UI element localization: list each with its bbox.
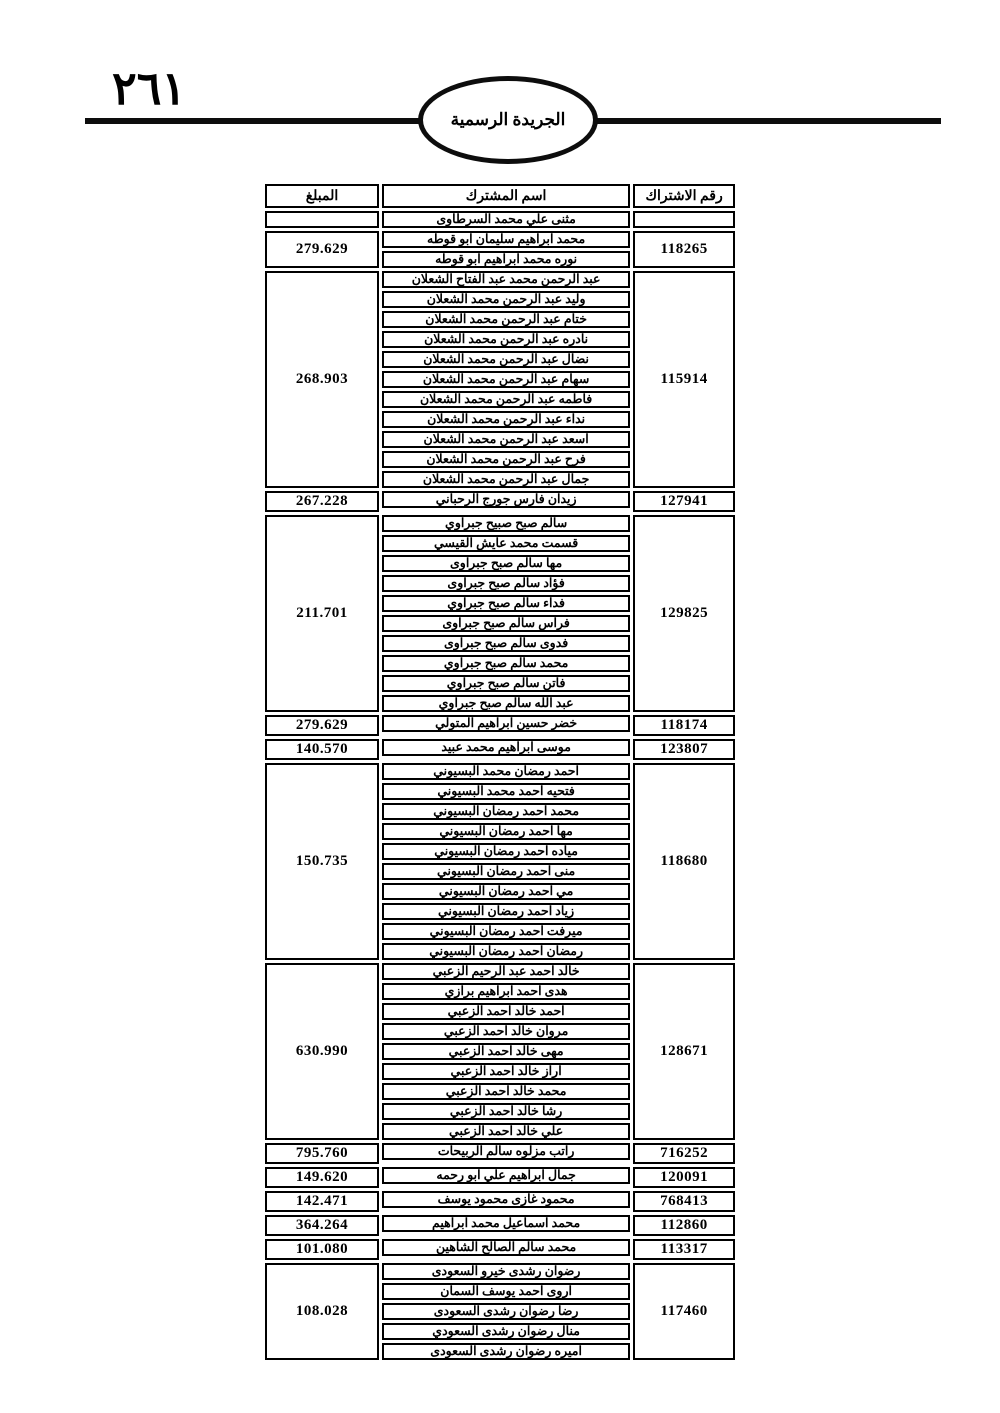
- subscriber-name-row: منال رضوان رشدى السعودي: [382, 1323, 630, 1340]
- subscriber-name-row: محمد احمد رمضان البسيوني: [382, 803, 630, 820]
- subscriber-name-row: ميرفت احمد رمضان البسيوني: [382, 923, 630, 940]
- subscription-number-cell: 768413: [633, 1191, 735, 1212]
- amount-cell: 101.080: [265, 1239, 379, 1260]
- subscription-number-cell: 118174: [633, 715, 735, 736]
- subscription-number-cell: 128671: [633, 963, 735, 1140]
- subscriber-name-row: رمضان احمد رمضان البسيوني: [382, 943, 630, 960]
- subscriber-name-row: مثنى علي محمد السرطاوى: [382, 211, 630, 228]
- subscription-number-cell: 118265: [633, 231, 735, 268]
- subscriber-name-row: مروان خالد احمد الزعبي: [382, 1023, 630, 1040]
- amount-cell: 795.760: [265, 1143, 379, 1164]
- subscriber-name-row: مهى خالد احمد الزعبي: [382, 1043, 630, 1060]
- subscriber-name-row: خالد احمد عبد الرحيم الزعبي: [382, 963, 630, 980]
- amount-cell: 279.629: [265, 231, 379, 268]
- amount-cell: 268.903: [265, 271, 379, 488]
- subscriber-name-row: منى احمد رمضان البسيوني: [382, 863, 630, 880]
- table-row: [265, 1167, 735, 1188]
- subscriber-name-row: احمد خالد احمد الزعبي: [382, 1003, 630, 1020]
- subscriber-name-row: جمال ابراهيم علي ابو رحمه: [382, 1167, 630, 1184]
- subscriber-names-cell: [382, 515, 630, 712]
- subscriber-name-row: نوره محمد ابراهيم ابو قوطه: [382, 251, 630, 268]
- subscriber-name-row: فداء سالم صبح جبراوي: [382, 595, 630, 612]
- subscriber-name-row: فرح عبد الرحمن محمد الشعلان: [382, 451, 630, 468]
- table-row: [265, 271, 735, 488]
- subscriber-name-row: اروى احمد يوسف السمان: [382, 1283, 630, 1300]
- subscriber-names-cell: [382, 715, 630, 736]
- amount-cell: 108.028: [265, 1263, 379, 1360]
- table-row: [265, 739, 735, 760]
- subscription-number-cell: 117460: [633, 1263, 735, 1360]
- subscription-number-cell: [633, 211, 735, 228]
- subscription-number-cell: 120091: [633, 1167, 735, 1188]
- subscription-number-cell: 716252: [633, 1143, 735, 1164]
- subscriber-name-row: عبد الرحمن محمد عبد الفتاح الشعلان: [382, 271, 630, 288]
- subscriber-name-row: اسعد عبد الرحمن محمد الشعلان: [382, 431, 630, 448]
- amount-cell: 140.570: [265, 739, 379, 760]
- amount-cell: 267.228: [265, 491, 379, 512]
- subscriber-name-row: عبد الله سالم صبح جبراوي: [382, 695, 630, 712]
- subscriber-name-row: محمود غازى محمود يوسف: [382, 1191, 630, 1208]
- table-row: [265, 963, 735, 1140]
- subscriber-name-row: ختام عبد الرحمن محمد الشعلان: [382, 311, 630, 328]
- subscriber-name-row: فاتن سالم صبح جبراوي: [382, 675, 630, 692]
- amount-cell: 150.735: [265, 763, 379, 960]
- subscriber-name-row: وليد عبد الرحمن محمد الشعلان: [382, 291, 630, 308]
- subscriber-names-cell: [382, 963, 630, 1140]
- subscriber-name-row: مي احمد رمضان البسيوني: [382, 883, 630, 900]
- subscriber-name-row: احمد رمضان محمد البسيوني: [382, 763, 630, 780]
- subscription-number-cell: 112860: [633, 1215, 735, 1236]
- header-amount: المبلغ: [265, 184, 379, 208]
- subscriber-names-cell: [382, 1167, 630, 1188]
- subscriber-names-cell: [382, 763, 630, 960]
- subscriber-names-cell: [382, 271, 630, 488]
- subscriber-name-row: محمد سالم صبح جبراوي: [382, 655, 630, 672]
- amount-cell: 279.629: [265, 715, 379, 736]
- table-row: [265, 1263, 735, 1360]
- subscriber-names-cell: [382, 231, 630, 268]
- subscriber-name-row: راتب مزلوه سالم الربيحات: [382, 1143, 630, 1160]
- amount-cell: [265, 211, 379, 228]
- table-row: [265, 715, 735, 736]
- subscriber-name-row: سالم صبح صبيح جبراوي: [382, 515, 630, 532]
- subscriber-names-cell: [382, 1143, 630, 1164]
- subscriber-name-row: محمد خالد احمد الزعبي: [382, 1083, 630, 1100]
- subscriber-name-row: قسمت محمد عايش القيسي: [382, 535, 630, 552]
- subscriber-name-row: زياد احمد رمضان البسيوني: [382, 903, 630, 920]
- table-row: [265, 1143, 735, 1164]
- subscriber-name-row: سهام عبد الرحمن محمد الشعلان: [382, 371, 630, 388]
- table-row: [265, 1239, 735, 1260]
- page-number: ٢٦١: [112, 63, 187, 114]
- subscriber-name-row: رشا خالد احمد الزعبي: [382, 1103, 630, 1120]
- table-row: [265, 763, 735, 960]
- subscriber-name-row: نادره عبد الرحمن محمد الشعلان: [382, 331, 630, 348]
- amount-cell: 630.990: [265, 963, 379, 1140]
- subscription-number-cell: 113317: [633, 1239, 735, 1260]
- table-row: [265, 211, 735, 228]
- table-row: [265, 491, 735, 512]
- subscribers-table: [262, 181, 738, 1363]
- subscriber-name-row: محمد سالم الصالح الشاهين: [382, 1239, 630, 1256]
- table-row: [265, 515, 735, 712]
- gazette-banner-label: الجريدة الرسمية: [450, 110, 566, 129]
- subscriber-name-row: مها سالم صبح جبراوى: [382, 555, 630, 572]
- subscriber-names-cell: [382, 1191, 630, 1212]
- subscriber-name-row: مياده احمد رمضان البسيوني: [382, 843, 630, 860]
- subscriber-name-row: فدوى سالم صبح جبراوى: [382, 635, 630, 652]
- subscriber-name-row: جمال عبد الرحمن محمد الشعلان: [382, 471, 630, 488]
- subscription-number-cell: 123807: [633, 739, 735, 760]
- subscriber-name-row: محمد ابراهيم سليمان ابو قوطه: [382, 231, 630, 248]
- subscriber-name-row: نضال عبد الرحمن محمد الشعلان: [382, 351, 630, 368]
- table-row: [265, 231, 735, 268]
- subscriber-name-row: هدى احمد ابراهيم برازي: [382, 983, 630, 1000]
- table-header-row: [265, 184, 735, 208]
- subscription-number-cell: 127941: [633, 491, 735, 512]
- subscriber-name-row: موسى ابراهيم محمد عبيد: [382, 739, 630, 756]
- subscriber-name-row: فاطمه عبد الرحمن محمد الشعلان: [382, 391, 630, 408]
- subscriber-name-row: رضا رضوان رشدى السعودى: [382, 1303, 630, 1320]
- subscriber-name-row: علي خالد احمد الزعبي: [382, 1123, 630, 1140]
- table-row: [265, 1215, 735, 1236]
- subscriber-names-cell: [382, 1239, 630, 1260]
- header-subscriber-name: اسم المشترك: [382, 184, 630, 208]
- subscriber-names-cell: [382, 491, 630, 512]
- subscriber-name-row: فؤاد سالم صبح جبراوى: [382, 575, 630, 592]
- subscribers-table-body: [265, 184, 735, 1360]
- amount-cell: 149.620: [265, 1167, 379, 1188]
- subscriber-name-row: محمد اسماعيل محمد ابراهيم: [382, 1215, 630, 1232]
- header-subscription-number: رقم الاشتراك: [633, 184, 735, 208]
- subscription-number-cell: 118680: [633, 763, 735, 960]
- amount-cell: 211.701: [265, 515, 379, 712]
- subscriber-name-row: خضر حسين ابراهيم المتولي: [382, 715, 630, 732]
- subscriber-name-row: فتحيه احمد محمد البسيوني: [382, 783, 630, 800]
- amount-cell: 142.471: [265, 1191, 379, 1212]
- subscriber-name-row: رضوان رشدى خيرو السعودى: [382, 1263, 630, 1280]
- subscription-number-cell: 129825: [633, 515, 735, 712]
- subscriber-name-row: مها احمد رمضان البسيوني: [382, 823, 630, 840]
- subscriber-name-row: فراس سالم صبح جبراوى: [382, 615, 630, 632]
- subscriber-name-row: اميره رضوان رشدى السعودى: [382, 1343, 630, 1360]
- subscription-number-cell: 115914: [633, 271, 735, 488]
- subscriber-names-cell: [382, 1263, 630, 1360]
- subscriber-name-row: زيدان فارس جورج الرحباني: [382, 491, 630, 508]
- gazette-banner-ellipse: [418, 76, 598, 164]
- table-row: [265, 1191, 735, 1212]
- subscriber-name-row: نداء عبد الرحمن محمد الشعلان: [382, 411, 630, 428]
- subscribers-table-container: [262, 181, 738, 1363]
- subscriber-names-cell: [382, 1215, 630, 1236]
- amount-cell: 364.264: [265, 1215, 379, 1236]
- subscriber-name-row: اراز خالد احمد الزعبي: [382, 1063, 630, 1080]
- subscriber-names-cell: [382, 739, 630, 760]
- subscriber-names-cell: [382, 211, 630, 228]
